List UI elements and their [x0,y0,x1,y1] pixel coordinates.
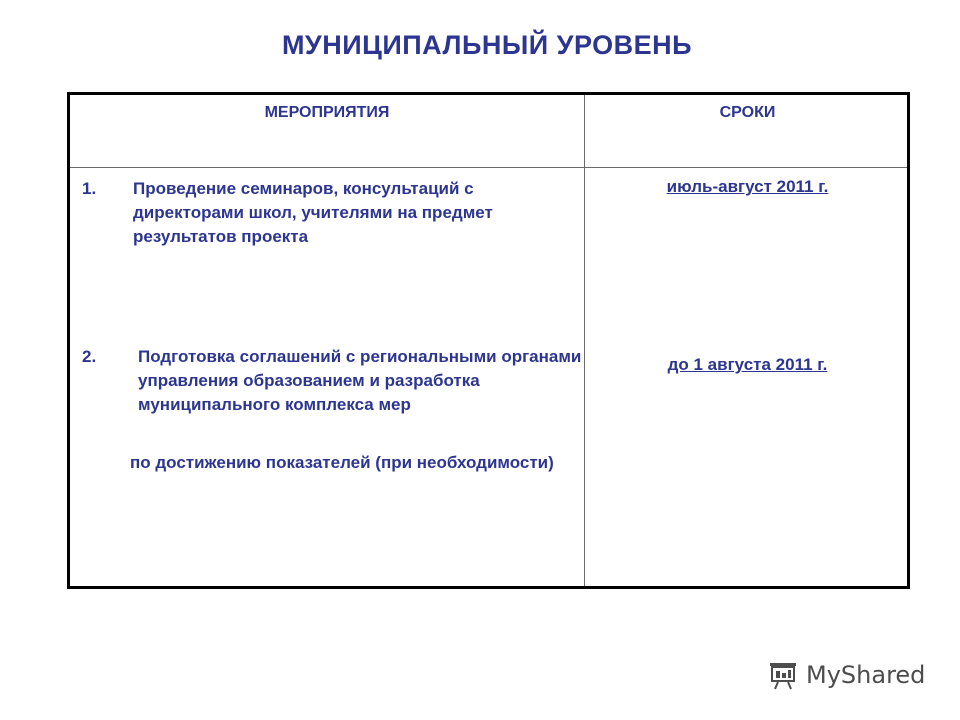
presentation-board-icon [768,660,798,690]
header-events: МЕРОПРИЯТИЯ [264,104,390,121]
event-text: Проведение семинаров, консультаций с директорами школ, учителями на предмет результатов проекта [133,179,493,246]
event-number: 1. [82,179,97,198]
event-term-1: июль-август 2011 г. [666,177,829,196]
column-divider [584,95,585,586]
watermark-text: MyShared [806,661,926,689]
event-item-2 [82,345,582,417]
event-number: 2. [82,347,97,366]
event-term-2: до 1 августа 2011 г. [667,355,828,374]
event-item-1 [82,177,582,249]
slide-title: МУНИЦИПАЛЬНЫЙ УРОВЕНЬ [281,30,693,60]
myshared-watermark [768,657,925,693]
header-divider [70,167,907,168]
event-text-continuation: по достижению показателей (при необходимости) [130,453,554,472]
header-terms: СРОКИ [719,104,776,121]
events-table [67,92,910,589]
event-text: Подготовка соглашений с региональными органами управления образованием и разработка муниципального комплекса мер [138,347,582,414]
